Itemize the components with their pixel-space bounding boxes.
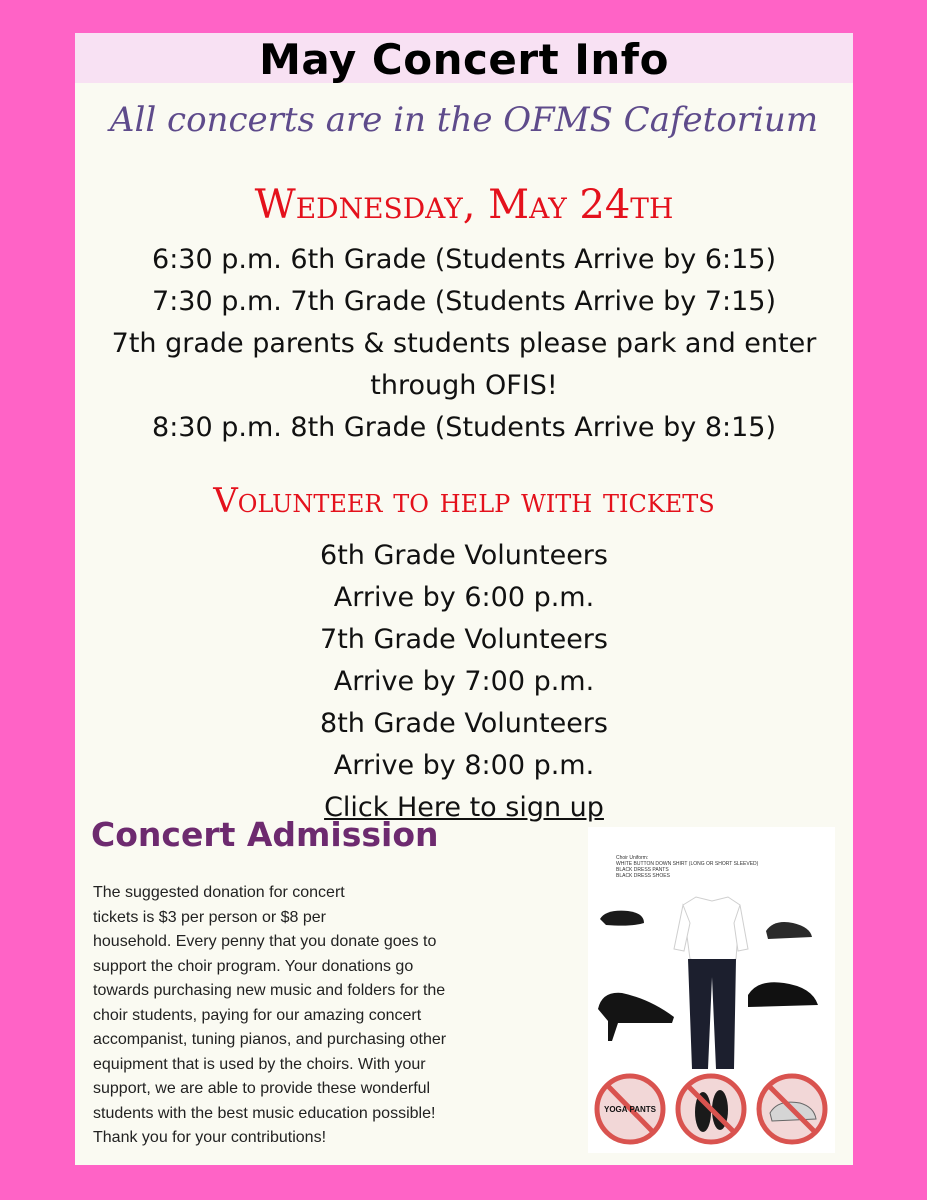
heel-shoe-icon xyxy=(598,993,674,1041)
loafer-shoe-icon xyxy=(748,982,818,1007)
admission-line: household. Every penny that you donate goes to xyxy=(93,933,437,950)
admission-line: support the choir program. Your donations go xyxy=(93,957,414,975)
volunteer-line: Arrive by 7:00 p.m. xyxy=(333,666,595,697)
schedule-line: 6:30 p.m. 6th Grade (Students Arrive by 6:15) xyxy=(152,244,776,275)
concert-date-heading: Wednesday, May 24th xyxy=(254,182,674,228)
uniform-caption-line: Choir Uniform: xyxy=(616,855,649,861)
signup-link[interactable]: Click Here to sign up xyxy=(324,792,604,823)
schedule-list xyxy=(75,239,853,449)
volunteer-line: Arrive by 6:00 p.m. xyxy=(333,582,595,613)
schedule-line: 8:30 p.m. 8th Grade (Students Arrive by 8:15) xyxy=(152,412,776,443)
volunteer-line: Arrive by 8:00 p.m. xyxy=(333,750,595,781)
admission-line: choir students, paying for our amazing concert xyxy=(93,1006,422,1024)
admission-line: towards purchasing new music and folders for the xyxy=(93,982,446,999)
oxford-shoe-icon xyxy=(766,922,812,939)
admission-line: support, we are able to provide these wonderful xyxy=(93,1080,431,1097)
no-flip-flops-icon xyxy=(678,1076,744,1142)
admission-line: students with the best music education possible! xyxy=(93,1104,436,1122)
uniform-caption-line: BLACK DRESS SHOES xyxy=(616,873,670,879)
schedule-line: through OFIS! xyxy=(370,370,558,401)
admission-title: Concert Admission xyxy=(91,815,439,854)
admission-line: equipment that is used by the choirs. With your xyxy=(93,1055,426,1073)
uniform-caption-line: BLACK DRESS PANTS xyxy=(616,867,669,873)
venue-subtitle: All concerts are in the OFMS Cafetorium xyxy=(109,100,819,140)
pants-icon xyxy=(688,959,736,1069)
choir-uniform-image xyxy=(588,827,835,1153)
volunteer-line: 6th Grade Volunteers xyxy=(320,540,608,571)
shirt-icon xyxy=(683,897,740,965)
no-yoga-pants-label: YOGA PANTS xyxy=(604,1105,657,1114)
volunteer-line: 7th Grade Volunteers xyxy=(320,624,608,655)
flyer-card xyxy=(75,33,853,1165)
volunteer-line: 8th Grade Volunteers xyxy=(320,708,608,739)
uniform-caption-line: WHITE BUTTON DOWN SHIRT (LONG OR SHORT SLEEVED) xyxy=(616,861,759,867)
schedule-line: 7th grade parents & students please park and enter xyxy=(111,328,817,359)
admission-line: Thank you for your contributions! xyxy=(93,1129,327,1146)
admission-text xyxy=(93,881,503,1151)
admission-line: tickets is $3 per person or $8 per xyxy=(93,908,327,926)
volunteer-list xyxy=(75,535,853,829)
volunteer-heading: Volunteer to help with tickets xyxy=(213,481,715,521)
admission-line: accompanist, tuning pianos, and purchasing other xyxy=(93,1031,447,1048)
no-canvas-shoes-icon xyxy=(759,1076,825,1142)
page-title: May Concert Info xyxy=(259,35,669,84)
flat-shoe-icon xyxy=(600,911,644,926)
schedule-line: 7:30 p.m. 7th Grade (Students Arrive by 7:15) xyxy=(152,286,776,317)
admission-line: The suggested donation for concert xyxy=(93,884,345,901)
